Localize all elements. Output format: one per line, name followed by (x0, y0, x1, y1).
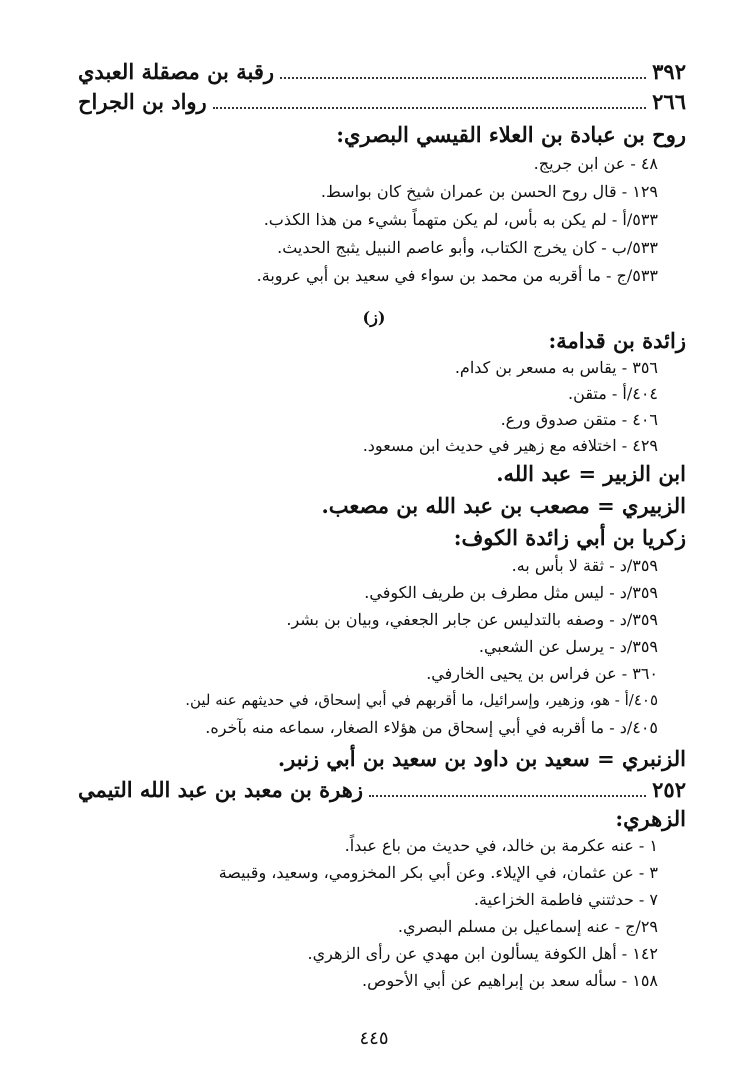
entry: ٢٩/ج - عنه إسماعيل بن مسلم البصري. (397, 917, 658, 936)
entry: ٣٥٩/د - ثقة لا بأس به. (511, 556, 658, 575)
entry: ٣٦٠ - عن فراس بن يحيى الخارفي. (426, 664, 658, 683)
entry: ١٢٩ - قال روح الحسن بن عمران شيخ كان بواسط. (320, 182, 658, 201)
toc-row-raqaba (78, 58, 686, 84)
entry: ٣٥٦ - يقاس به مسعر بن كدام. (454, 358, 658, 377)
entry: ٥٣٣/أ - لم يكن به بأس، لم يكن متهماً بشيء من هذا الكذب. (263, 210, 658, 229)
ref-zinbiri: الزنبري = سعيد بن داود بن سعيد بن أبي زنبر. (277, 746, 686, 771)
entry: ٤٢٩ - اختلافه مع زهير في حديث ابن مسعود. (362, 436, 658, 455)
leader-dots (369, 794, 646, 797)
ref-zubayri: الزبيري = مصعب بن عبد الله بن مصعب. (321, 493, 686, 518)
entry: ١٤٢ - أهل الكوفة يسألون ابن مهدي عن رأى الزهري. (307, 944, 658, 963)
toc-row-zuhra (78, 776, 686, 802)
entry: ٥٣٣/ج - ما أقربه من محمد بن سواء في سعيد بن أبي عروبة. (256, 266, 658, 285)
leader-dots (280, 76, 646, 79)
entry: ٤٠٦ - متقن صدوق ورع. (500, 410, 658, 429)
entry: ٤٨ - عن ابن جريج. (533, 154, 658, 173)
toc-row-rawwad (78, 88, 686, 114)
leader-dots (213, 106, 646, 109)
toc-name: رواد بن الجراح (78, 89, 207, 114)
heading-zaida: زائدة بن قدامة: (548, 328, 686, 353)
entry: ٤٠٥/أ - هو، وزهير، وإسرائيل، ما أقربهم في أبي إسحاق، في حديثهم عنه لين. (185, 691, 658, 709)
toc-page: ٣٩٢ (652, 59, 686, 84)
toc-page: ٢٦٦ (652, 89, 686, 114)
entry: ١٥٨ - سأله سعد بن إبراهيم عن أبي الأحوص. (362, 971, 658, 990)
toc-page: ٢٥٢ (652, 777, 686, 802)
entry: ٣٥٩/د - وصفه بالتدليس عن جابر الجعفي، وبيان بن بشر. (286, 610, 658, 629)
heading-zuhri: الزهري: (615, 806, 686, 831)
toc-name: زهرة بن معبد بن عبد الله التيمي (78, 777, 363, 802)
entry: ٧ - حدثتني فاطمة الخزاعية. (473, 890, 658, 909)
entry: ٣ - عن عثمان، في الإيلاء. وعن أبي بكر المخزومي، وسعيد، وقبيصة (218, 863, 658, 882)
entry: ٣٥٩/د - ليس مثل مطرف بن طريف الكوفي. (364, 583, 658, 602)
heading-zakariya: زكريا بن أبي زائدة الكوف: (453, 525, 686, 550)
entry: ٥٣٣/ب - كان يخرج الكتاب، وأبو عاصم النبيل يثبج الحديث. (277, 238, 658, 257)
entry: ٤٠٤/أ - متقن. (568, 384, 658, 403)
entry: ٤٠٥/د - ما أقربه في أبي إسحاق من هؤلاء الصغار، سماعه منه بآخره. (205, 718, 658, 737)
section-letter: (ز) (362, 308, 386, 327)
entry: ١ - عنه عكرمة بن خالد، في حديث من باع عبداً. (344, 836, 658, 855)
entry: ٣٥٩/د - يرسل عن الشعبي. (478, 637, 658, 656)
heading-rawh: روح بن عبادة بن العلاء القيسي البصري: (336, 122, 686, 147)
toc-name: رقبة بن مصقلة العبدي (78, 59, 274, 84)
page-number: ٤٤٥ (359, 1028, 389, 1049)
ref-ibn-zubayr: ابن الزبير = عبد الله. (496, 461, 686, 486)
